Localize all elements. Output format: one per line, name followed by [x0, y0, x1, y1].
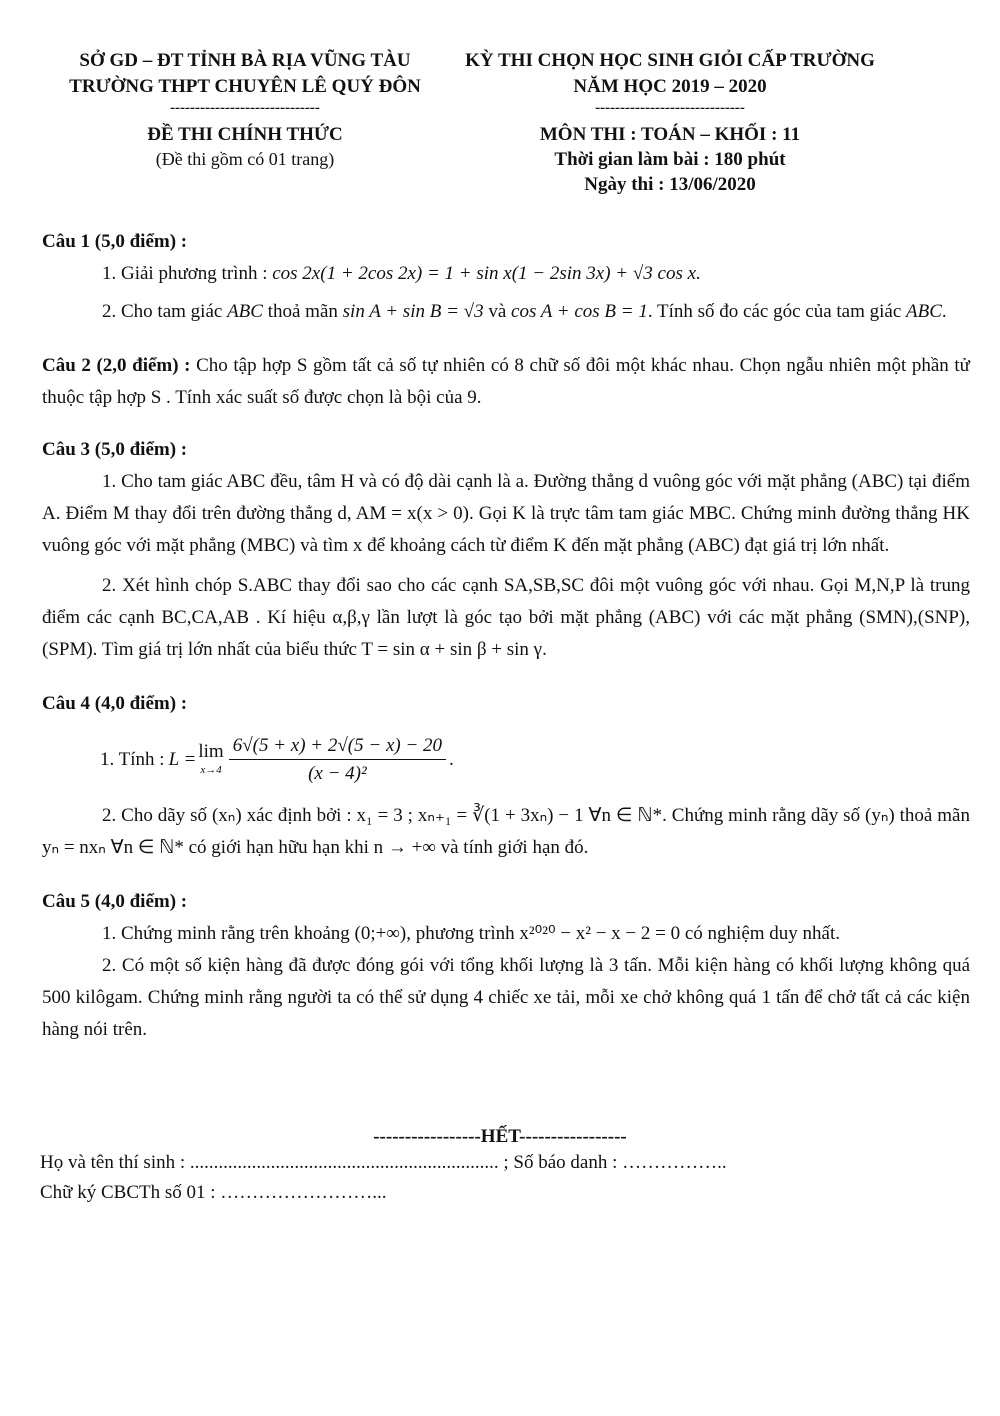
date-line: Ngày thi : 13/06/2020 [584, 174, 756, 195]
question-3-part-1: 1. Cho tam giác ABC đều, tâm H và có độ dài cạnh là a. Đường thẳng d vuông góc với mặt phẳng (ABC) tại điểm A. Điểm M thay đổi trên đường thẳng d, AM = x(x > 0). Gọi K là trực tâm tam giác MBC. Chứng minh đường thẳng HK vuông góc với mặt phẳng (MBC) và tìm x để khoảng cách từ điểm K đến mặt phẳng (ABC) đạt giá trị lớn nhất. [42, 471, 970, 556]
question-1 [42, 226, 970, 328]
header-right [445, 48, 895, 197]
limit-operator [198, 742, 223, 778]
end-marker: -----------------HẾT----------------- [373, 1126, 627, 1147]
question-2-text: Cho tập hợp S gồm tất cả số tự nhiên có 8 chữ số đôi một khác nhau. Chọn ngẫu nhiên một phần tử thuộc tập hợp S . Tính xác suất số được chọn là bội của 9. [42, 355, 970, 408]
question-3 [42, 434, 970, 666]
limit-fraction [229, 733, 446, 788]
question-4-title: Câu 4 (4,0 điểm) : [42, 693, 188, 714]
question-1-part-1 [42, 258, 970, 290]
question-4 [42, 688, 970, 864]
question-2-body [42, 350, 970, 414]
department-name: SỞ GD – ĐT TỈNH BÀ RỊA VŨNG TÀU [79, 50, 411, 71]
question-2-title: Câu 2 (2,0 điểm) : [42, 355, 191, 376]
q4-p1-end: . [449, 749, 454, 770]
left-divider: ------------------------------ [170, 100, 320, 116]
q1-p2-equation-1: sin A + sin B = √3 [342, 301, 484, 322]
pages-note: (Đề thi gồm có 01 trang) [155, 149, 335, 169]
school-year: NĂM HỌC 2019 – 2020 [573, 76, 767, 97]
q4-p1-L: L = [168, 749, 197, 770]
q1-p2-text-d: . Tính số đo các góc của tam giác [647, 301, 907, 322]
question-5-part-1: 1. Chứng minh rằng trên khoảng (0;+∞), phương trình x²⁰²⁰ − x² − x − 2 = 0 có nghiệm duy nhất. [102, 923, 841, 944]
q1-p2-equation-2: cos A + cos B = 1 [511, 301, 648, 322]
question-4-part-2: 2. Cho dãy số (xₙ) xác định bởi : x₁ = 3 ; xₙ₊₁ = ∛(1 + 3xₙ) − 1 ∀n ∈ ℕ*. Chứng minh rằng dãy số (yₙ) thoả mãn yₙ = nxₙ ∀n ∈ ℕ* có giới hạn hữu hạn khi n → +∞ và tính giới hạn đó. [42, 805, 970, 858]
q1-p2-text-c: và [483, 301, 512, 322]
question-5-part-2: 2. Có một số kiện hàng đã được đóng gói với tổng khối lượng là 3 tấn. Mỗi kiện hàng có khối lượng không quá 500 kilôgam. Chứng minh rằng người ta có thể sử dụng 4 chiếc xe tải, mỗi xe chở không quá 1 tấn để chở tất cả các kiện hàng nói trên. [42, 955, 970, 1040]
q1-p2-abc-2: ABC [906, 301, 942, 322]
proctor-signature-line: Chữ ký CBCTh số 01 : ……………………... [40, 1182, 387, 1203]
question-5 [42, 886, 970, 1046]
fraction-numerator: 6√(5 + x) + 2√(5 − x) − 20 [229, 733, 446, 760]
duration-line: Thời gian làm bài : 180 phút [554, 149, 786, 170]
q1-p2-text-a: 2. Cho tam giác [102, 301, 228, 322]
q1-p1-lead: 1. Giải phương trình : [102, 263, 273, 284]
right-divider: ------------------------------ [595, 100, 745, 116]
school-name: TRƯỜNG THPT CHUYÊN LÊ QUÝ ĐÔN [69, 76, 421, 97]
exam-name: KỲ THI CHỌN HỌC SINH GIỎI CẤP TRƯỜNG [465, 50, 875, 71]
limit-label: lim [198, 741, 224, 762]
question-1-title: Câu 1 (5,0 điểm) : [42, 231, 188, 252]
question-5-title: Câu 5 (4,0 điểm) : [42, 891, 188, 912]
candidate-name-line: Họ và tên thí sinh : ................................................................. ; Số báo danh : …………….. [40, 1152, 727, 1173]
q1-p1-equation: cos 2x(1 + 2cos 2x) = 1 + sin x(1 − 2sin 3x) + √3 cos x. [272, 263, 701, 284]
official-exam-label: ĐỀ THI CHÍNH THỨC [147, 124, 343, 145]
question-1-part-2 [42, 296, 970, 328]
exam-content [42, 226, 970, 1046]
fraction-denominator: (x − 4)² [308, 762, 367, 784]
q1-p2-abc: ABC [227, 301, 263, 322]
question-3-title: Câu 3 (5,0 điểm) : [42, 439, 188, 460]
limit-subscript: x→4 [200, 764, 222, 776]
q1-p2-text-f: . [941, 301, 947, 322]
q1-p2-text-b: thoả mãn [262, 301, 343, 322]
header-left [40, 48, 450, 172]
q4-p1-lead: 1. Tính : [100, 749, 165, 770]
question-2 [42, 350, 970, 414]
question-3-part-2: 2. Xét hình chóp S.ABC thay đổi sao cho các cạnh SA,SB,SC đôi một vuông góc với nhau. Gọi M,N,P là trung điểm các cạnh BC,CA,AB . Kí hiệu α,β,γ lần lượt là góc tạo bởi mặt phẳng (ABC) với các mặt phẳng (SMN),(SNP),(SPM). Tìm giá trị lớn nhất của biểu thức T = sin α + sin β + sin γ. [42, 575, 970, 660]
subject-line: MÔN THI : TOÁN – KHỐI : 11 [539, 124, 801, 145]
question-4-part-1 [42, 720, 970, 800]
